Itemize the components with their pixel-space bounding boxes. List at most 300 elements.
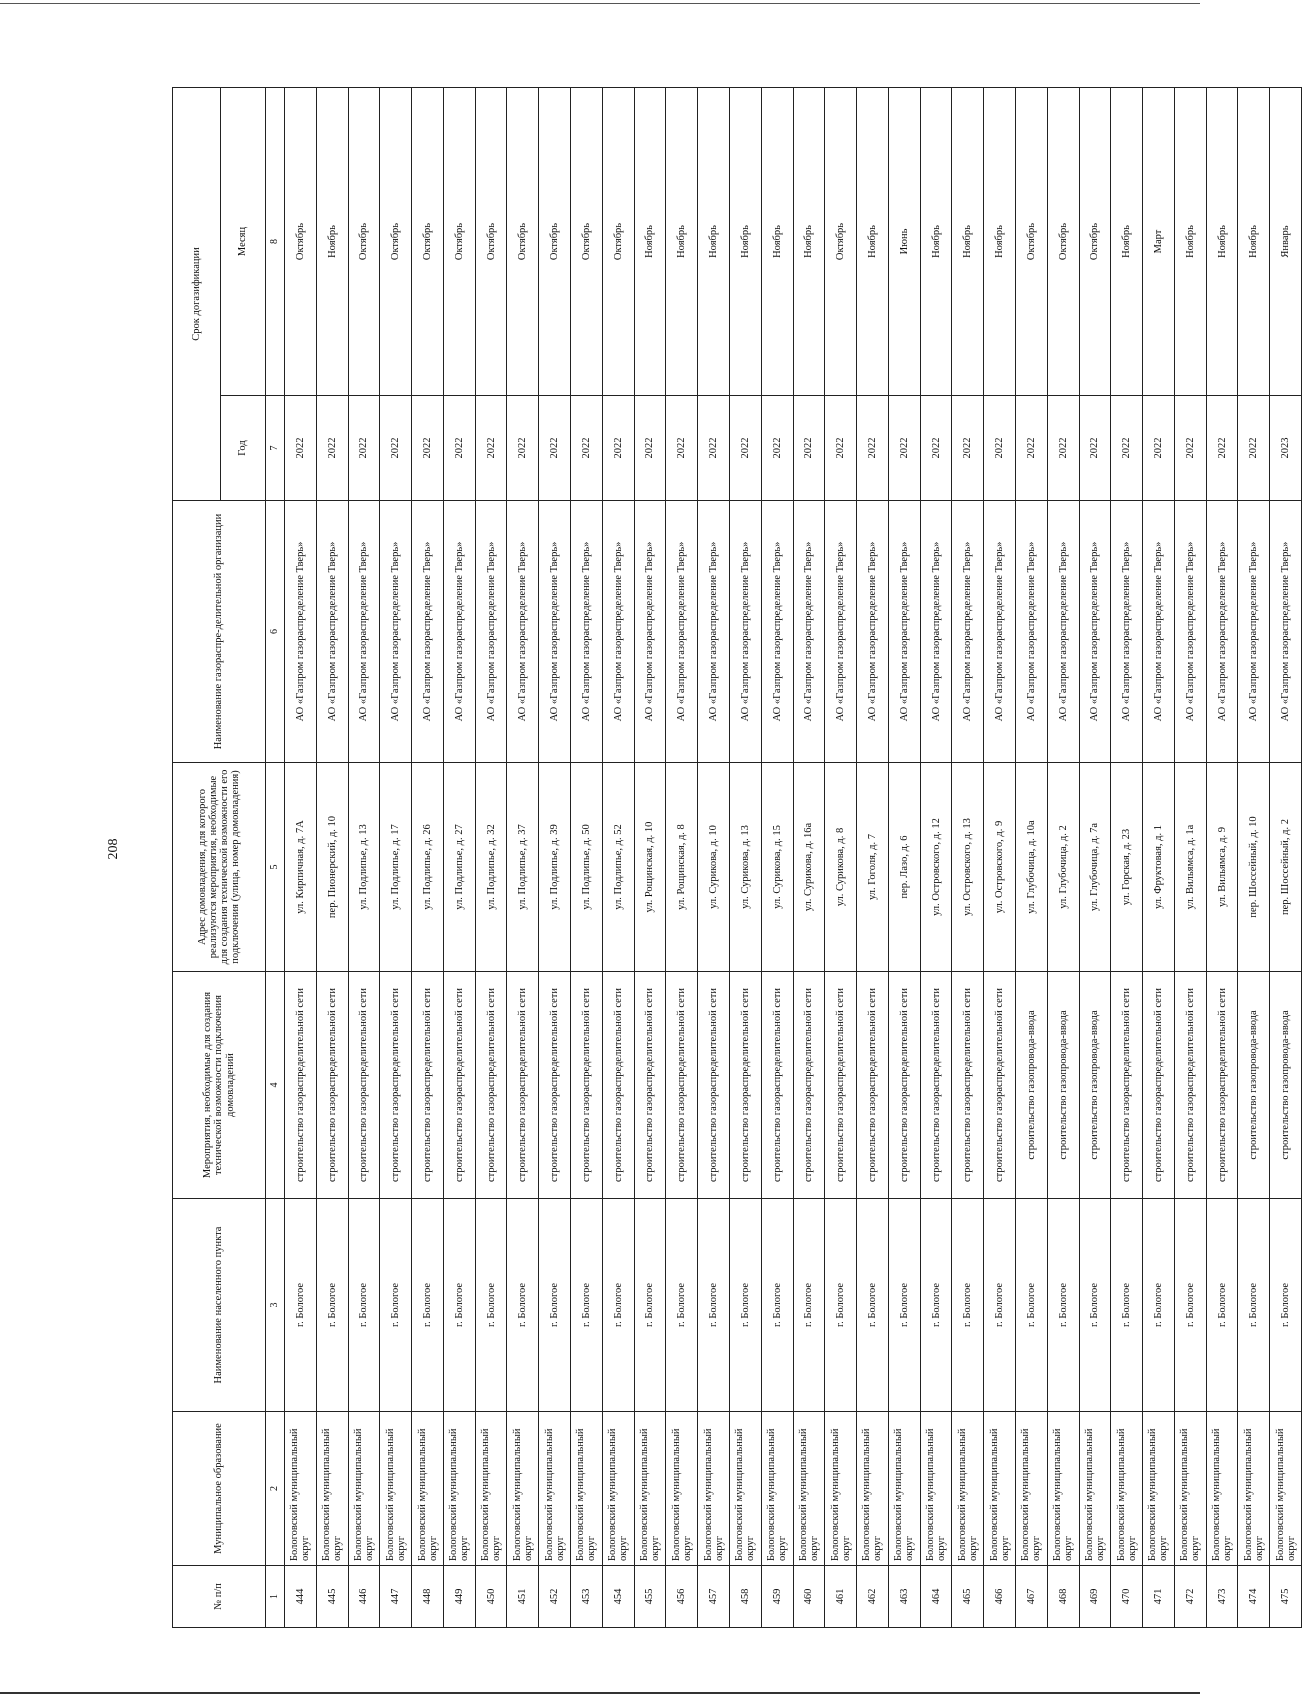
cell-municipality: Бологовский муниципальный округ [1015, 1412, 1047, 1566]
cell-organization: АО «Газпром газораспределение Тверь» [571, 501, 603, 763]
cell-organization: АО «Газпром газораспределение Тверь» [698, 501, 730, 763]
cell-number: 458 [729, 1566, 761, 1628]
cell-year: 2022 [1143, 396, 1175, 501]
cell-year: 2022 [984, 396, 1016, 501]
header-address: Адрес домовладения, для которого реализуются мероприятия, необходимые для создания технической возможности его подключения (улица, номер домовладения) [173, 763, 266, 972]
cell-year: 2022 [698, 396, 730, 501]
cell-events: строительство газораспределительной сети [571, 972, 603, 1199]
cell-events: строительство газораспределительной сети [984, 972, 1016, 1199]
cell-organization: АО «Газпром газораспределение Тверь» [825, 501, 857, 763]
cell-organization: АО «Газпром газораспределение Тверь» [602, 501, 634, 763]
cell-settlement: г. Бологое [1015, 1199, 1047, 1412]
cell-events: строительство газораспределительной сети [507, 972, 539, 1199]
cell-municipality: Бологовский муниципальный округ [952, 1412, 984, 1566]
cell-month: Октябрь [539, 87, 571, 395]
page-number: 208 [106, 838, 121, 860]
cell-address: ул. Подлипье, д. 37 [507, 763, 539, 972]
cell-events: строительство газораспределительной сети [285, 972, 317, 1199]
table-row [1206, 87, 1238, 1627]
cell-number: 473 [1206, 1566, 1238, 1628]
cell-municipality: Бологовский муниципальный округ [1174, 1412, 1206, 1566]
cell-municipality: Бологовский муниципальный округ [1047, 1412, 1079, 1566]
cell-month: Ноябрь [1238, 87, 1270, 395]
cell-year: 2022 [1111, 396, 1143, 501]
cell-municipality: Бологовский муниципальный округ [761, 1412, 793, 1566]
cell-address: ул. Гоголя, д. 7 [857, 763, 889, 972]
cell-address: ул. Подлипье, д. 26 [412, 763, 444, 972]
cell-year: 2022 [571, 396, 603, 501]
column-number: 8 [266, 87, 285, 395]
cell-month: Октябрь [348, 87, 380, 395]
cell-municipality: Бологовский муниципальный округ [1079, 1412, 1111, 1566]
column-number: 5 [266, 763, 285, 972]
cell-month: Октябрь [412, 87, 444, 395]
gasification-table [172, 87, 1302, 1628]
cell-month: Ноябрь [634, 87, 666, 395]
cell-number: 465 [952, 1566, 984, 1628]
cell-address: пер. Шоссейный, д. 2 [1270, 763, 1302, 972]
table-row [1143, 87, 1175, 1627]
cell-events: строительство газопровода-ввода [1238, 972, 1270, 1199]
cell-address: ул. Подлипье, д. 32 [475, 763, 507, 972]
cell-events: строительство газораспределительной сети [825, 972, 857, 1199]
cell-month: Ноябрь [316, 87, 348, 395]
cell-events: строительство газораспределительной сети [316, 972, 348, 1199]
table-row [857, 87, 889, 1627]
cell-month: Ноябрь [793, 87, 825, 395]
table-row [1174, 87, 1206, 1627]
table-row [888, 87, 920, 1627]
table-row [285, 87, 317, 1627]
cell-municipality: Бологовский муниципальный округ [412, 1412, 444, 1566]
cell-events: строительство газопровода-ввода [1047, 972, 1079, 1199]
table-row [634, 87, 666, 1627]
cell-settlement: г. Бологое [1270, 1199, 1302, 1412]
cell-events: строительство газораспределительной сети [412, 972, 444, 1199]
cell-settlement: г. Бологое [952, 1199, 984, 1412]
cell-events: строительство газораспределительной сети [1143, 972, 1175, 1199]
cell-year: 2022 [412, 396, 444, 501]
cell-number: 463 [888, 1566, 920, 1628]
table-row [666, 87, 698, 1627]
cell-year: 2022 [888, 396, 920, 501]
cell-month: Ноябрь [1206, 87, 1238, 395]
cell-events: строительство газораспределительной сети [920, 972, 952, 1199]
table-row [1111, 87, 1143, 1627]
cell-municipality: Бологовский муниципальный округ [348, 1412, 380, 1566]
cell-organization: АО «Газпром газораспределение Тверь» [1111, 501, 1143, 763]
cell-organization: АО «Газпром газораспределение Тверь» [729, 501, 761, 763]
cell-address: ул. Горская, д. 23 [1111, 763, 1143, 972]
cell-settlement: г. Бологое [888, 1199, 920, 1412]
cell-number: 454 [602, 1566, 634, 1628]
cell-events: строительство газораспределительной сети [857, 972, 889, 1199]
cell-organization: АО «Газпром газораспределение Тверь» [793, 501, 825, 763]
cell-month: Октябрь [1047, 87, 1079, 395]
column-number: 3 [266, 1199, 285, 1412]
header-organization: Наименование газораспре-делительной организации [173, 501, 266, 763]
cell-municipality: Бологовский муниципальный округ [602, 1412, 634, 1566]
cell-year: 2022 [793, 396, 825, 501]
cell-address: ул. Сурикова, д. 13 [729, 763, 761, 972]
cell-address: ул. Сурикова, д. 15 [761, 763, 793, 972]
cell-address: ул. Сурикова, д. 10 [698, 763, 730, 972]
cell-year: 2022 [1015, 396, 1047, 501]
cell-month: Ноябрь [857, 87, 889, 395]
rotated-table-wrapper [172, 88, 1302, 1628]
cell-year: 2022 [1047, 396, 1079, 501]
cell-municipality: Бологовский муниципальный округ [571, 1412, 603, 1566]
cell-number: 452 [539, 1566, 571, 1628]
cell-organization: АО «Газпром газораспределение Тверь» [1270, 501, 1302, 763]
cell-settlement: г. Бологое [857, 1199, 889, 1412]
cell-organization: АО «Газпром газораспределение Тверь» [507, 501, 539, 763]
table-row [316, 87, 348, 1627]
cell-year: 2023 [1270, 396, 1302, 501]
table-row [952, 87, 984, 1627]
cell-year: 2022 [666, 396, 698, 501]
cell-month: Ноябрь [1111, 87, 1143, 395]
table-body [285, 87, 1302, 1627]
cell-year: 2022 [857, 396, 889, 501]
cell-municipality: Бологовский муниципальный округ [1111, 1412, 1143, 1566]
cell-number: 471 [1143, 1566, 1175, 1628]
cell-number: 450 [475, 1566, 507, 1628]
cell-address: ул. Глубочица, д. 2 [1047, 763, 1079, 972]
table-row [412, 87, 444, 1627]
cell-address: ул. Глубочица, д. 7а [1079, 763, 1111, 972]
cell-year: 2022 [285, 396, 317, 501]
cell-organization: АО «Газпром газораспределение Тверь» [1174, 501, 1206, 763]
cell-organization: АО «Газпром газораспределение Тверь» [1206, 501, 1238, 763]
cell-month: Ноябрь [698, 87, 730, 395]
cell-address: ул. Подлипье, д. 39 [539, 763, 571, 972]
cell-settlement: г. Бологое [412, 1199, 444, 1412]
cell-year: 2022 [443, 396, 475, 501]
cell-year: 2022 [1079, 396, 1111, 501]
cell-address: ул. Подлипье, д. 52 [602, 763, 634, 972]
header-deadline: Срок догазификации [173, 87, 221, 500]
cell-municipality: Бологовский муниципальный округ [380, 1412, 412, 1566]
cell-year: 2022 [952, 396, 984, 501]
cell-month: Октябрь [475, 87, 507, 395]
table-row [1079, 87, 1111, 1627]
column-number: 6 [266, 501, 285, 763]
cell-events: строительство газораспределительной сети [761, 972, 793, 1199]
cell-organization: АО «Газпром газораспределение Тверь» [316, 501, 348, 763]
cell-settlement: г. Бологое [571, 1199, 603, 1412]
cell-settlement: г. Бологое [793, 1199, 825, 1412]
cell-month: Ноябрь [952, 87, 984, 395]
cell-events: строительство газораспределительной сети [1206, 972, 1238, 1199]
cell-address: ул. Сурикова, д. 16а [793, 763, 825, 972]
cell-address: ул. Подлипье, д. 50 [571, 763, 603, 972]
cell-settlement: г. Бологое [920, 1199, 952, 1412]
cell-month: Октябрь [602, 87, 634, 395]
table-row [475, 87, 507, 1627]
cell-organization: АО «Газпром газораспределение Тверь» [888, 501, 920, 763]
cell-events: строительство газораспределительной сети [729, 972, 761, 1199]
cell-events: строительство газопровода-ввода [1079, 972, 1111, 1199]
table-row [1015, 87, 1047, 1627]
cell-month: Октябрь [443, 87, 475, 395]
cell-events: строительство газораспределительной сети [539, 972, 571, 1199]
cell-number: 470 [1111, 1566, 1143, 1628]
cell-organization: АО «Газпром газораспределение Тверь» [412, 501, 444, 763]
cell-settlement: г. Бологое [1174, 1199, 1206, 1412]
cell-events: строительство газораспределительной сети [634, 972, 666, 1199]
table-row [793, 87, 825, 1627]
cell-settlement: г. Бологое [443, 1199, 475, 1412]
table-row [380, 87, 412, 1627]
header-month: Месяц [221, 87, 266, 395]
table-row [1238, 87, 1270, 1627]
table-row [761, 87, 793, 1627]
cell-address: ул. Подлипье, д. 17 [380, 763, 412, 972]
cell-address: ул. Островского, д. 12 [920, 763, 952, 972]
cell-events: строительство газораспределительной сети [602, 972, 634, 1199]
cell-number: 461 [825, 1566, 857, 1628]
column-number: 1 [266, 1566, 285, 1628]
cell-organization: АО «Газпром газораспределение Тверь» [761, 501, 793, 763]
cell-organization: АО «Газпром газораспределение Тверь» [952, 501, 984, 763]
cell-municipality: Бологовский муниципальный округ [507, 1412, 539, 1566]
cell-month: Ноябрь [666, 87, 698, 395]
cell-settlement: г. Бологое [761, 1199, 793, 1412]
table-row [1270, 87, 1302, 1627]
cell-events: строительство газораспределительной сети [1111, 972, 1143, 1199]
cell-address: пер. Шоссейный, д. 10 [1238, 763, 1270, 972]
cell-number: 456 [666, 1566, 698, 1628]
cell-address: ул. Вильямса, д. 9 [1206, 763, 1238, 972]
cell-address: ул. Подлипье, д. 27 [443, 763, 475, 972]
header-settlement: Наименование населенного пункта [173, 1199, 266, 1412]
cell-number: 455 [634, 1566, 666, 1628]
cell-settlement: г. Бологое [825, 1199, 857, 1412]
cell-year: 2022 [920, 396, 952, 501]
cell-settlement: г. Бологое [1143, 1199, 1175, 1412]
cell-number: 451 [507, 1566, 539, 1628]
cell-events: строительство газораспределительной сети [888, 972, 920, 1199]
cell-events: строительство газораспределительной сети [952, 972, 984, 1199]
cell-number: 464 [920, 1566, 952, 1628]
cell-settlement: г. Бологое [285, 1199, 317, 1412]
cell-number: 475 [1270, 1566, 1302, 1628]
cell-settlement: г. Бологое [316, 1199, 348, 1412]
cell-month: Октябрь [507, 87, 539, 395]
table-row [698, 87, 730, 1627]
header-events: Мероприятия, необходимые для создания технической возможности подключения домовладений [173, 972, 266, 1199]
cell-organization: АО «Газпром газораспределение Тверь» [1015, 501, 1047, 763]
cell-settlement: г. Бологое [729, 1199, 761, 1412]
cell-month: Октябрь [1015, 87, 1047, 395]
table-row [571, 87, 603, 1627]
scan-edge-top [0, 3, 1200, 4]
cell-number: 467 [1015, 1566, 1047, 1628]
cell-municipality: Бологовский муниципальный округ [539, 1412, 571, 1566]
cell-settlement: г. Бологое [1111, 1199, 1143, 1412]
header-year: Год [221, 396, 266, 501]
cell-address: ул. Подлипье, д. 13 [348, 763, 380, 972]
cell-organization: АО «Газпром газораспределение Тверь» [1238, 501, 1270, 763]
cell-municipality: Бологовский муниципальный округ [666, 1412, 698, 1566]
cell-address: ул. Островского, д. 9 [984, 763, 1016, 972]
table-row [443, 87, 475, 1627]
cell-month: Ноябрь [1174, 87, 1206, 395]
cell-year: 2022 [729, 396, 761, 501]
cell-year: 2022 [539, 396, 571, 501]
cell-year: 2022 [380, 396, 412, 501]
cell-address: пер. Пионерский, д. 10 [316, 763, 348, 972]
cell-year: 2022 [761, 396, 793, 501]
cell-organization: АО «Газпром газораспределение Тверь» [1047, 501, 1079, 763]
cell-number: 453 [571, 1566, 603, 1628]
cell-settlement: г. Бологое [634, 1199, 666, 1412]
cell-municipality: Бологовский муниципальный округ [1238, 1412, 1270, 1566]
cell-number: 449 [443, 1566, 475, 1628]
cell-municipality: Бологовский муниципальный округ [1206, 1412, 1238, 1566]
cell-number: 457 [698, 1566, 730, 1628]
cell-month: Октябрь [285, 87, 317, 395]
cell-number: 468 [1047, 1566, 1079, 1628]
cell-municipality: Бологовский муниципальный округ [443, 1412, 475, 1566]
cell-organization: АО «Газпром газораспределение Тверь» [666, 501, 698, 763]
cell-number: 446 [348, 1566, 380, 1628]
cell-settlement: г. Бологое [1079, 1199, 1111, 1412]
cell-organization: АО «Газпром газораспределение Тверь» [539, 501, 571, 763]
cell-events: строительство газораспределительной сети [475, 972, 507, 1199]
cell-municipality: Бологовский муниципальный округ [1270, 1412, 1302, 1566]
cell-events: строительство газопровода-ввода [1270, 972, 1302, 1199]
cell-address: ул. Кирпичная, д. 7А [285, 763, 317, 972]
cell-month: Ноябрь [984, 87, 1016, 395]
cell-events: строительство газораспределительной сети [443, 972, 475, 1199]
cell-year: 2022 [316, 396, 348, 501]
cell-events: строительство газораспределительной сети [698, 972, 730, 1199]
cell-year: 2022 [1174, 396, 1206, 501]
header-no: № п/п [173, 1566, 266, 1628]
cell-address: ул. Фруктовая, д. 1 [1143, 763, 1175, 972]
cell-settlement: г. Бологое [1206, 1199, 1238, 1412]
cell-month: Ноябрь [920, 87, 952, 395]
cell-year: 2022 [475, 396, 507, 501]
column-number: 4 [266, 972, 285, 1199]
cell-settlement: г. Бологое [475, 1199, 507, 1412]
cell-month: Октябрь [1079, 87, 1111, 395]
cell-municipality: Бологовский муниципальный округ [857, 1412, 889, 1566]
cell-municipality: Бологовский муниципальный округ [698, 1412, 730, 1566]
table-row [984, 87, 1016, 1627]
cell-year: 2022 [348, 396, 380, 501]
cell-organization: АО «Газпром газораспределение Тверь» [475, 501, 507, 763]
cell-year: 2022 [825, 396, 857, 501]
cell-settlement: г. Бологое [539, 1199, 571, 1412]
cell-number: 444 [285, 1566, 317, 1628]
cell-settlement: г. Бологое [666, 1199, 698, 1412]
cell-municipality: Бологовский муниципальный округ [729, 1412, 761, 1566]
cell-number: 469 [1079, 1566, 1111, 1628]
cell-municipality: Бологовский муниципальный округ [920, 1412, 952, 1566]
cell-municipality: Бологовский муниципальный округ [825, 1412, 857, 1566]
cell-organization: АО «Газпром газораспределение Тверь» [348, 501, 380, 763]
table-row [539, 87, 571, 1627]
cell-organization: АО «Газпром газораспределение Тверь» [984, 501, 1016, 763]
cell-organization: АО «Газпром газораспределение Тверь» [857, 501, 889, 763]
cell-number: 460 [793, 1566, 825, 1628]
cell-year: 2022 [1238, 396, 1270, 501]
cell-month: Ноябрь [729, 87, 761, 395]
scan-edge-bottom [0, 1692, 1200, 1694]
cell-year: 2022 [634, 396, 666, 501]
cell-month: Март [1143, 87, 1175, 395]
column-number: 7 [266, 396, 285, 501]
cell-events: строительство газораспределительной сети [1174, 972, 1206, 1199]
cell-municipality: Бологовский муниципальный округ [285, 1412, 317, 1566]
cell-number: 459 [761, 1566, 793, 1628]
cell-municipality: Бологовский муниципальный округ [634, 1412, 666, 1566]
cell-settlement: г. Бологое [1047, 1199, 1079, 1412]
cell-address: ул. Глубочица, д. 10а [1015, 763, 1047, 972]
cell-municipality: Бологовский муниципальный округ [793, 1412, 825, 1566]
cell-number: 466 [984, 1566, 1016, 1628]
cell-number: 474 [1238, 1566, 1270, 1628]
table-row [729, 87, 761, 1627]
cell-address: ул. Сурикова, д. 8 [825, 763, 857, 972]
cell-events: строительство газораспределительной сети [793, 972, 825, 1199]
cell-events: строительство газораспределительной сети [666, 972, 698, 1199]
cell-number: 472 [1174, 1566, 1206, 1628]
cell-municipality: Бологовский муниципальный округ [316, 1412, 348, 1566]
cell-month: Октябрь [825, 87, 857, 395]
cell-organization: АО «Газпром газораспределение Тверь» [380, 501, 412, 763]
cell-organization: АО «Газпром газораспределение Тверь» [1143, 501, 1175, 763]
cell-address: пер. Лазо, д. 6 [888, 763, 920, 972]
table-row [1047, 87, 1079, 1627]
table-row [507, 87, 539, 1627]
cell-year: 2022 [1206, 396, 1238, 501]
column-number: 2 [266, 1412, 285, 1566]
table-row [920, 87, 952, 1627]
cell-month: Октябрь [571, 87, 603, 395]
table-row [602, 87, 634, 1627]
cell-municipality: Бологовский муниципальный округ [888, 1412, 920, 1566]
table-row [348, 87, 380, 1627]
cell-year: 2022 [507, 396, 539, 501]
cell-settlement: г. Бологое [984, 1199, 1016, 1412]
cell-organization: АО «Газпром газораспределение Тверь» [443, 501, 475, 763]
cell-organization: АО «Газпром газораспределение Тверь» [920, 501, 952, 763]
header-municipality: Муниципальное образование [173, 1412, 266, 1566]
cell-address: ул. Островского, д. 13 [952, 763, 984, 972]
cell-organization: АО «Газпром газораспределение Тверь» [634, 501, 666, 763]
cell-settlement: г. Бологое [698, 1199, 730, 1412]
cell-year: 2022 [602, 396, 634, 501]
cell-month: Октябрь [380, 87, 412, 395]
cell-address: ул. Рощинская, д. 8 [666, 763, 698, 972]
cell-settlement: г. Бологое [602, 1199, 634, 1412]
cell-events: строительство газораспределительной сети [348, 972, 380, 1199]
cell-number: 447 [380, 1566, 412, 1628]
cell-number: 445 [316, 1566, 348, 1628]
cell-month: Июнь [888, 87, 920, 395]
cell-month: Январь [1270, 87, 1302, 395]
cell-settlement: г. Бологое [348, 1199, 380, 1412]
cell-events: строительство газораспределительной сети [380, 972, 412, 1199]
cell-settlement: г. Бологое [1238, 1199, 1270, 1412]
cell-address: ул. Вильямса, д. 1а [1174, 763, 1206, 972]
cell-month: Ноябрь [761, 87, 793, 395]
cell-municipality: Бологовский муниципальный округ [475, 1412, 507, 1566]
